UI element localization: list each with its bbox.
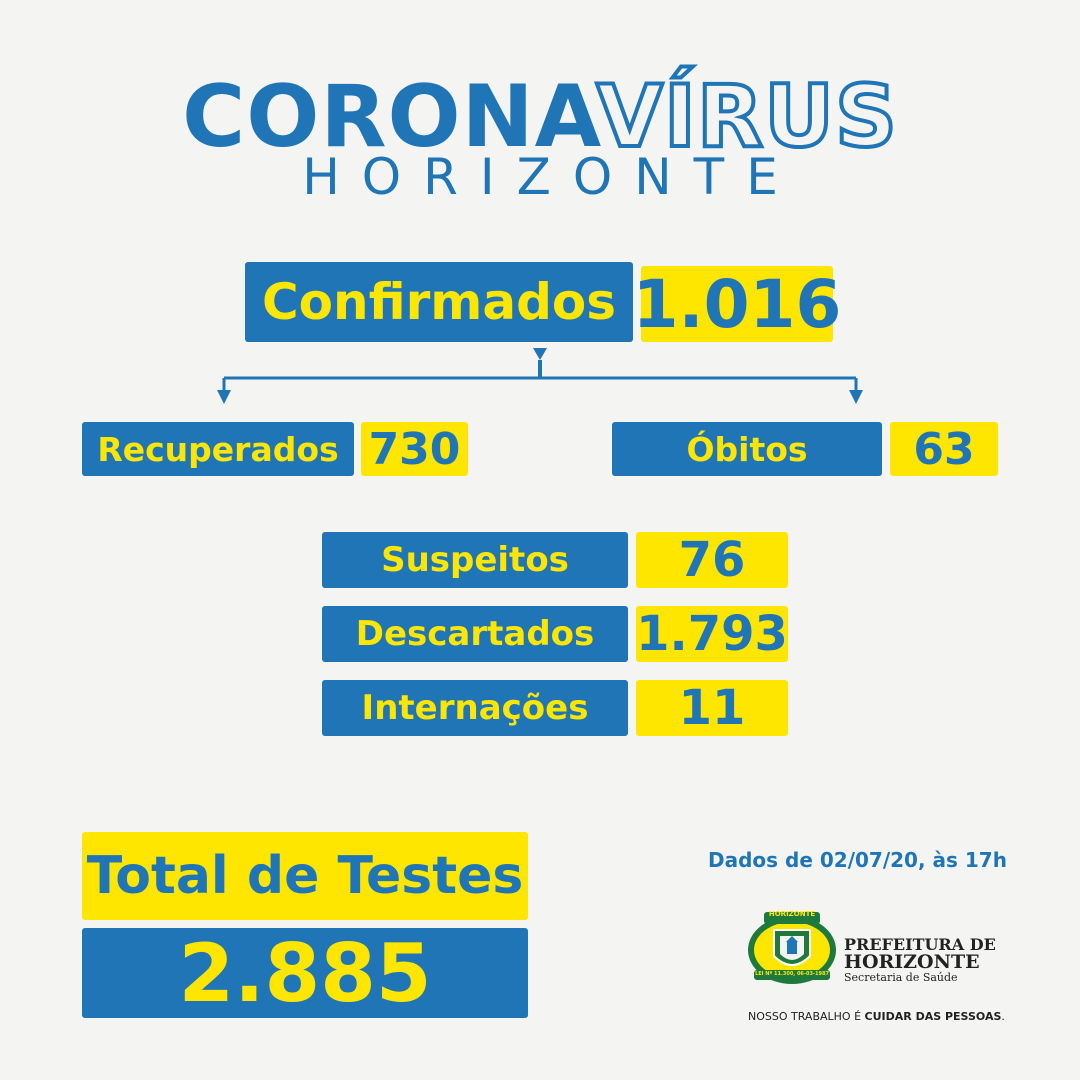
- slogan-bold: CUIDAR DAS PESSOAS: [864, 1010, 1002, 1023]
- internacoes-label: Internações: [322, 680, 628, 736]
- confirmados-label: Confirmados: [245, 262, 633, 342]
- data-update-date: Dados de 02/07/20, às 17h: [708, 848, 1007, 872]
- org-name-line1: PREFEITURA DE: [844, 935, 996, 954]
- descartados-value: 1.793: [636, 606, 788, 662]
- obitos-label: Óbitos: [612, 422, 882, 476]
- obitos-value: 63: [890, 422, 998, 476]
- org-name-line2: HORIZONTE: [844, 951, 980, 973]
- slogan-normal: NOSSO TRABALHO É: [748, 1010, 865, 1023]
- confirmados-value: 1.016: [632, 265, 842, 343]
- descartados-label: Descartados: [322, 606, 628, 662]
- slogan: [748, 1010, 1005, 1023]
- internacoes-value: 11: [636, 680, 788, 736]
- slogan-end: .: [1001, 1010, 1005, 1023]
- org-department: Secretaria de Saúde: [844, 971, 958, 984]
- down-arrow-icon: [533, 348, 547, 360]
- down-arrow-icon: [217, 390, 231, 404]
- seal-bottom-text: LEI Nº 11.300, 06-03-1987: [755, 971, 829, 977]
- down-arrow-icon: [849, 390, 863, 404]
- title-virus: VÍRUS: [596, 67, 898, 167]
- total-testes-value: 2.885: [82, 928, 528, 1018]
- connector-arrows: [210, 340, 880, 406]
- total-testes-label: Total de Testes: [82, 832, 528, 920]
- suspeitos-label: Suspeitos: [322, 532, 628, 588]
- recuperados-value: 730: [361, 422, 468, 476]
- recuperados-label: Recuperados: [82, 422, 354, 476]
- page-subtitle: HORIZONTE: [302, 148, 800, 206]
- seal-top-text: HORIZONTE: [768, 910, 816, 918]
- title-corona: CORONA: [182, 67, 597, 167]
- suspeitos-value: 76: [636, 532, 788, 588]
